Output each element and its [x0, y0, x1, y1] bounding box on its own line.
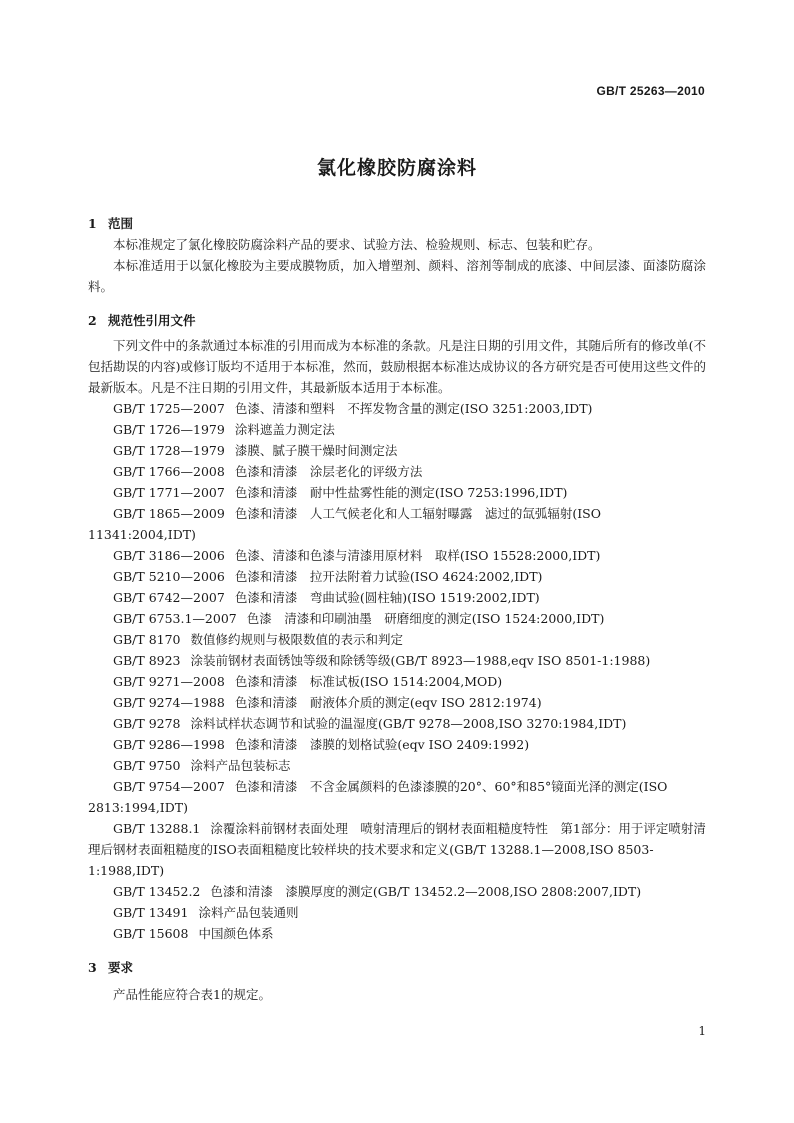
section-title: 范围 [108, 216, 134, 231]
reference-code: GB/T 3186—2006 [113, 548, 225, 563]
standard-code: GB/T 25263—2010 [596, 84, 705, 98]
reference-title: 色漆和清漆 标准试板(ISO 1514:2004,MOD) [234, 674, 503, 689]
requirements-paragraph: 产品性能应符合表1的规定。 [113, 987, 271, 1002]
reference-code: GB/T 9750 [113, 758, 181, 773]
reference-item [88, 629, 706, 650]
reference-title: 涂料产品包装通则 [198, 905, 299, 920]
reference-title: 涂覆涂料前钢材表面处理 喷射清理后的钢材表面粗糙度特性 第1部分：用于评定喷射清理后钢材表面粗糙度的ISO表面粗糙度比较样块的技术要求和定义(GB/T 13288.1—2008,ISO 8503-1:1988,IDT) [88, 821, 706, 878]
document-title: 氯化橡胶防腐涂料 [316, 157, 477, 179]
reference-title: 色漆和清漆 弯曲试验(圆柱轴)(ISO 1519:2002,IDT) [234, 590, 540, 605]
reference-title: 色漆 清漆和印刷油墨 研磨细度的测定(ISO 1524:2000,IDT) [246, 611, 605, 626]
reference-title: 涂装前钢材表面锈蚀等级和除锈等级(GB/T 8923—1988,eqv ISO 8501-1:1988) [190, 653, 651, 668]
reference-item [88, 923, 706, 944]
reference-item [88, 482, 706, 503]
reference-code: GB/T 1725—2007 [113, 401, 225, 416]
reference-title: 色漆和清漆 漆膜厚度的测定(GB/T 13452.2—2008,ISO 2808:2007,IDT) [210, 884, 642, 899]
reference-code: GB/T 1766—2008 [113, 464, 225, 479]
reference-item [88, 587, 706, 608]
reference-code: GB/T 5210—2006 [113, 569, 225, 584]
reference-code: GB/T 9274—1988 [113, 695, 225, 710]
reference-code: GB/T 9286—1998 [113, 737, 225, 752]
reference-title: 涂料产品包装标志 [190, 758, 291, 773]
reference-title: 色漆和清漆 漆膜的划格试验(eqv ISO 2409:1992) [234, 737, 530, 752]
reference-code: GB/T 8170 [113, 632, 181, 647]
reference-item [88, 692, 706, 713]
reference-code: GB/T 13288.1 [113, 821, 201, 836]
reference-item [88, 398, 706, 419]
section-number: 2 [88, 313, 97, 328]
reference-code: GB/T 8923 [113, 653, 181, 668]
reference-title: 涂料遮盖力测定法 [234, 422, 335, 437]
reference-item [88, 776, 706, 818]
reference-title: 色漆、清漆和色漆与清漆用原材料 取样(ISO 15528:2000,IDT) [234, 548, 601, 563]
section-number: 3 [88, 960, 97, 975]
reference-item [88, 545, 706, 566]
reference-code: GB/T 13452.2 [113, 884, 201, 899]
section-title: 要求 [108, 960, 134, 975]
reference-code: GB/T 6753.1—2007 [113, 611, 237, 626]
reference-code: GB/T 9754—2007 [113, 779, 225, 794]
reference-code: GB/T 1726—1979 [113, 422, 225, 437]
section-heading-requirements [88, 957, 706, 978]
reference-title: 数值修约规则与极限数值的表示和判定 [190, 632, 404, 647]
reference-code: GB/T 6742—2007 [113, 590, 225, 605]
reference-item [88, 650, 706, 671]
reference-code: GB/T 15608 [113, 926, 189, 941]
reference-item [88, 818, 706, 881]
reference-item [88, 440, 706, 461]
reference-title: 漆膜、腻子膜干燥时间测定法 [234, 443, 398, 458]
reference-title: 涂料试样状态调节和试验的温湿度(GB/T 9278—2008,ISO 3270:1984,IDT) [190, 716, 627, 731]
document-body [88, 213, 706, 1005]
normative-refs-intro: 下列文件中的条款通过本标准的引用而成为本标准的条款。凡是注日期的引用文件，其随后所有的修改单(不包括勘误的内容)或修订版均不适用于本标准，然而，鼓励根据本标准达成协议的各方研究是否可使用这些文件的最新版本。凡是不注日期的引用文件，其最新版本适用于本标准。 [88, 338, 706, 395]
reference-code: GB/T 9271—2008 [113, 674, 225, 689]
reference-item [88, 503, 706, 545]
section-number: 1 [88, 216, 97, 231]
section-heading-scope [88, 213, 706, 234]
reference-title: 色漆和清漆 涂层老化的评级方法 [234, 464, 423, 479]
reference-item [88, 566, 706, 587]
reference-item [88, 608, 706, 629]
section-heading-normative-refs [88, 310, 706, 331]
reference-item [88, 881, 706, 902]
reference-code: GB/T 9278 [113, 716, 181, 731]
reference-title: 色漆和清漆 拉开法附着力试验(ISO 4624:2002,IDT) [234, 569, 543, 584]
reference-item [88, 671, 706, 692]
reference-list [88, 398, 706, 944]
reference-code: GB/T 1865—2009 [113, 506, 225, 521]
reference-item [88, 461, 706, 482]
reference-title: 中国颜色体系 [198, 926, 274, 941]
reference-code: GB/T 13491 [113, 905, 189, 920]
reference-item [88, 734, 706, 755]
reference-title: 色漆和清漆 人工气候老化和人工辐射曝露 滤过的氙弧辐射(ISO 11341:2004,IDT) [88, 506, 601, 542]
reference-code: GB/T 1771—2007 [113, 485, 225, 500]
scope-paragraph-2: 本标准适用于以氯化橡胶为主要成膜物质，加入增塑剂、颜料、溶剂等制成的底漆、中间层漆、面漆防腐涂料。 [88, 258, 706, 294]
reference-item [88, 902, 706, 923]
reference-item [88, 713, 706, 734]
section-title: 规范性引用文件 [108, 313, 196, 328]
reference-item [88, 419, 706, 440]
reference-item [88, 755, 706, 776]
scope-paragraph-1: 本标准规定了氯化橡胶防腐涂料产品的要求、试验方法、检验规则、标志、包装和贮存。 [113, 237, 601, 252]
reference-title: 色漆和清漆 耐中性盐雾性能的测定(ISO 7253:1996,IDT) [234, 485, 568, 500]
reference-code: GB/T 1728—1979 [113, 443, 225, 458]
reference-title: 色漆、清漆和塑料 不挥发物含量的测定(ISO 3251:2003,IDT) [234, 401, 593, 416]
reference-title: 色漆和清漆 耐液体介质的测定(eqv ISO 2812:1974) [234, 695, 542, 710]
reference-title: 色漆和清漆 不含金属颜料的色漆漆膜的20°、60°和85°镜面光泽的测定(ISO 2813:1994,IDT) [88, 779, 668, 815]
page-number: 1 [698, 1024, 706, 1038]
